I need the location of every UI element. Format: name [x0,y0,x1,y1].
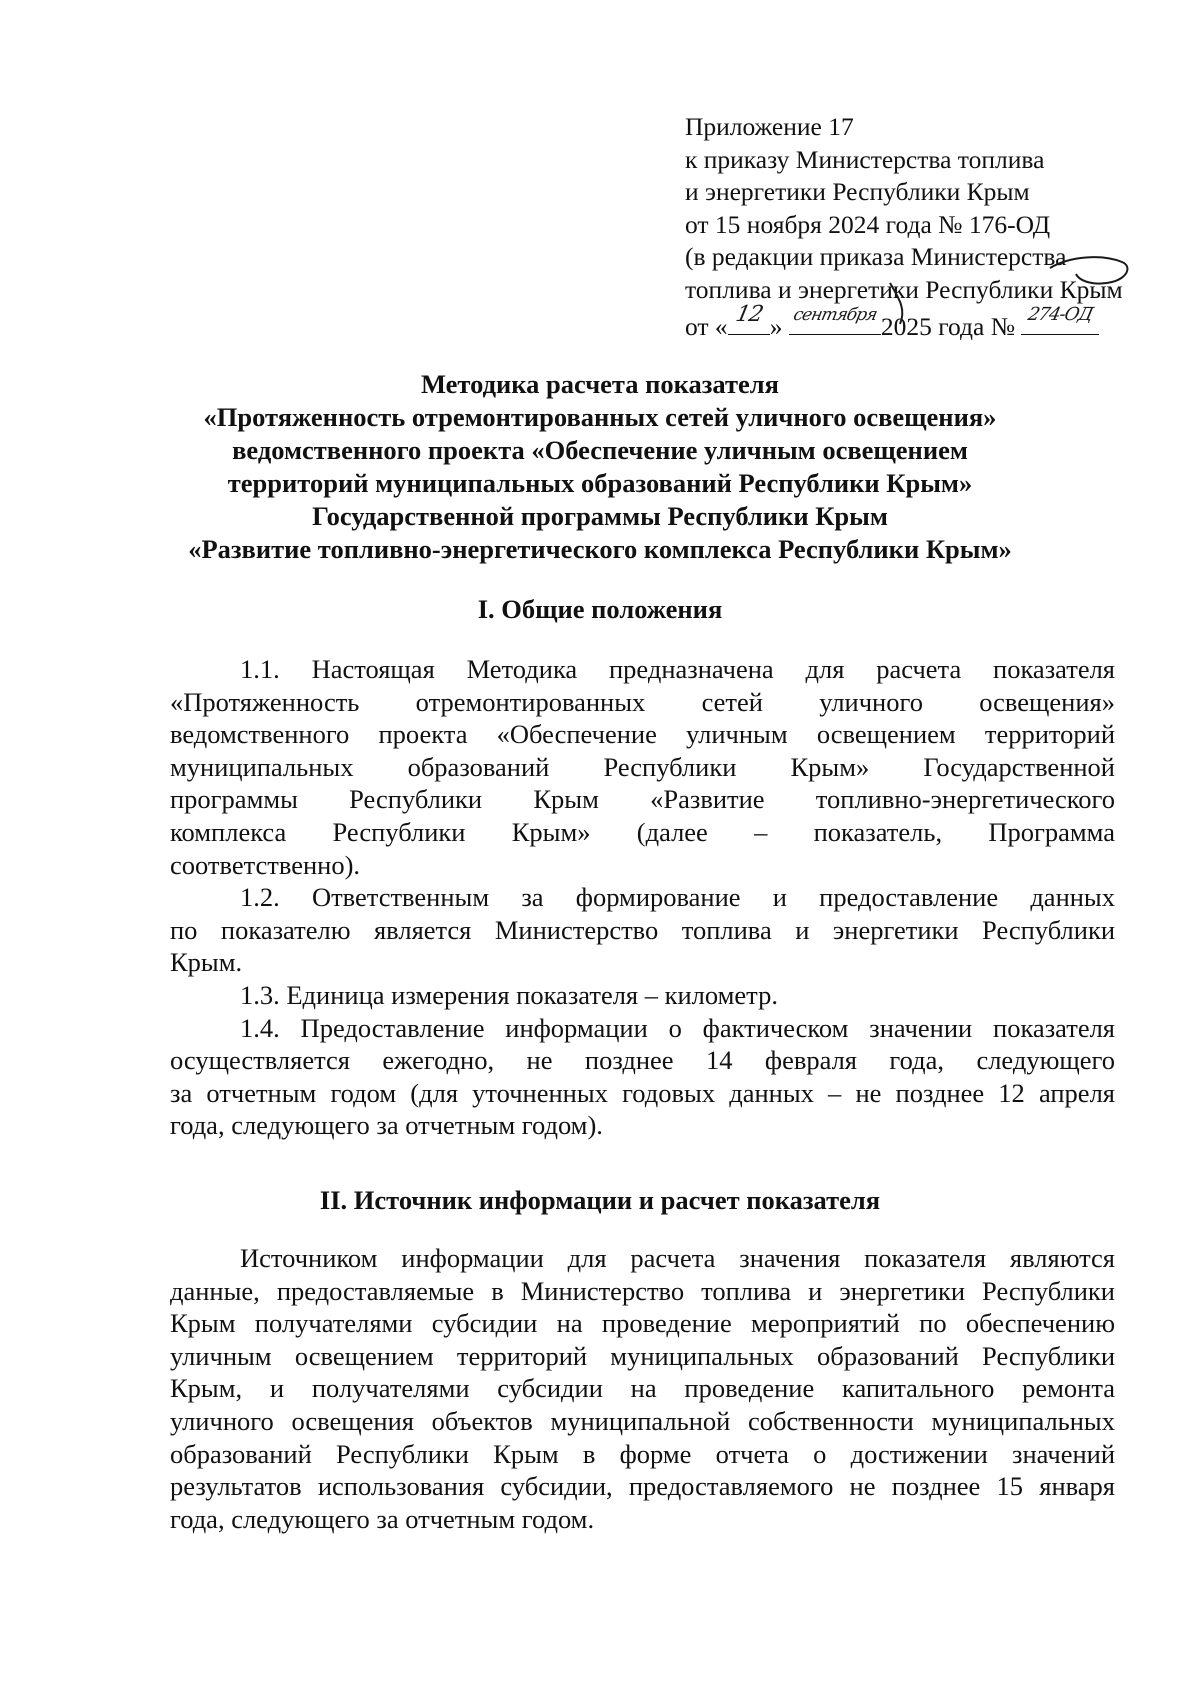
section-1-body [170,653,1115,1142]
paragraph-line: Крым, и получателями субсидии на проведение капитального ремонта [170,1373,1115,1404]
section-2-body [170,1242,1115,1535]
paragraph-line: 1.3. Единица измерения показателя – километр. [240,979,778,1010]
paragraph-line: уличным освещением территорий муниципальных образований Республики [170,1340,1115,1371]
appendix-date-line [685,301,1145,341]
paragraph-line: результатов использования субсидии, предоставляемого не позднее 15 января [170,1471,1115,1502]
handwritten-month: сентября [791,304,879,325]
paragraph-line: соответственно). [170,849,361,880]
title-line: «Протяженность отремонтированных сетей уличного освещения» [203,402,997,432]
section-heading: II. Источник информации и расчет показателя [319,1185,881,1215]
appendix-line: к приказу Министерства топлива [685,144,1045,174]
date-month-field [789,306,881,335]
section-heading: I. Общие положения [477,594,723,624]
title-line: территорий муниципальных образований Республики Крым» [227,468,973,498]
paragraph-line: ведомственного проекта «Обеспечение уличным освещением территорий [170,719,1115,750]
appendix-line: (в редакции приказа Министерства [685,242,1067,271]
paragraph-line: по показателю является Министерство топлива и энергетики Республики [170,914,1115,945]
paragraph-line: комплекса Республики Крым» (далее – показатель, Программа [170,816,1115,847]
appendix-line: от 15 ноября 2024 года № 176-ОД [685,209,1051,239]
order-number-field [1021,303,1099,335]
paragraph-line: Крым. [170,947,243,978]
date-mid: » [769,312,783,341]
title-line: Государственной программы Республики Крым [312,501,888,531]
paragraph-line: программы Республики Крым «Развитие топливно-энергетического [170,784,1115,815]
paragraph-line: 1.2. Ответственным за формирование и предоставление данных [240,882,1115,913]
handwritten-day: 12 [733,301,765,327]
title-line: ведомственного проекта «Обеспечение уличным освещением [232,435,968,465]
paragraph-line: «Протяженность отремонтированных сетей уличного освещения» [170,686,1115,717]
paragraph-line: за отчетным годом (для уточненных годовых данных – не позднее 12 апреля [170,1077,1115,1108]
handwritten-order-number: 274-ОД [1026,303,1095,325]
appendix-line: топлива и энергетики Республики Крым [685,274,1123,304]
paragraph-line: осуществляется ежегодно, не позднее 14 февраля года, следующего [170,1045,1115,1076]
appendix-block [685,111,1145,339]
title-line: «Развитие топливно-энергетического комплекса Республики Крым» [188,534,1012,564]
title-line: Методика расчета показателя [421,369,779,399]
paragraph-line: Крым получателями субсидии на проведение мероприятий по обеспечению [170,1308,1115,1339]
date-suffix: 2025 года № [880,312,1016,341]
paragraph-line: Источником информации для расчета значения показателя являются [240,1243,1115,1273]
paragraph-line: данные, предоставляемые в Министерство топлива и энергетики Республики [170,1275,1115,1306]
paragraph-line: муниципальных образований Республики Крым» Государственной [170,751,1115,782]
appendix-line: и энергетики Республики Крым [685,177,1030,206]
paragraph-line: 1.4. Предоставление информации о фактическом значении показателя [240,1012,1115,1043]
appendix-line: Приложение 17 [685,112,854,141]
paragraph-line: образований Республики Крым в форме отчета о достижении значений [170,1438,1115,1469]
document-title [120,368,1080,566]
date-prefix: от « [685,312,728,341]
paragraph-line: года, следующего за отчетным годом. [170,1503,595,1534]
paragraph-line: 1.1. Настоящая Методика предназначена для расчета показателя [240,654,1115,684]
date-day-field [728,301,770,335]
paragraph-line: уличного освещения объектов муниципальной собственности муниципальных [170,1405,1115,1436]
paragraph-line: года, следующего за отчетным годом). [170,1110,603,1141]
